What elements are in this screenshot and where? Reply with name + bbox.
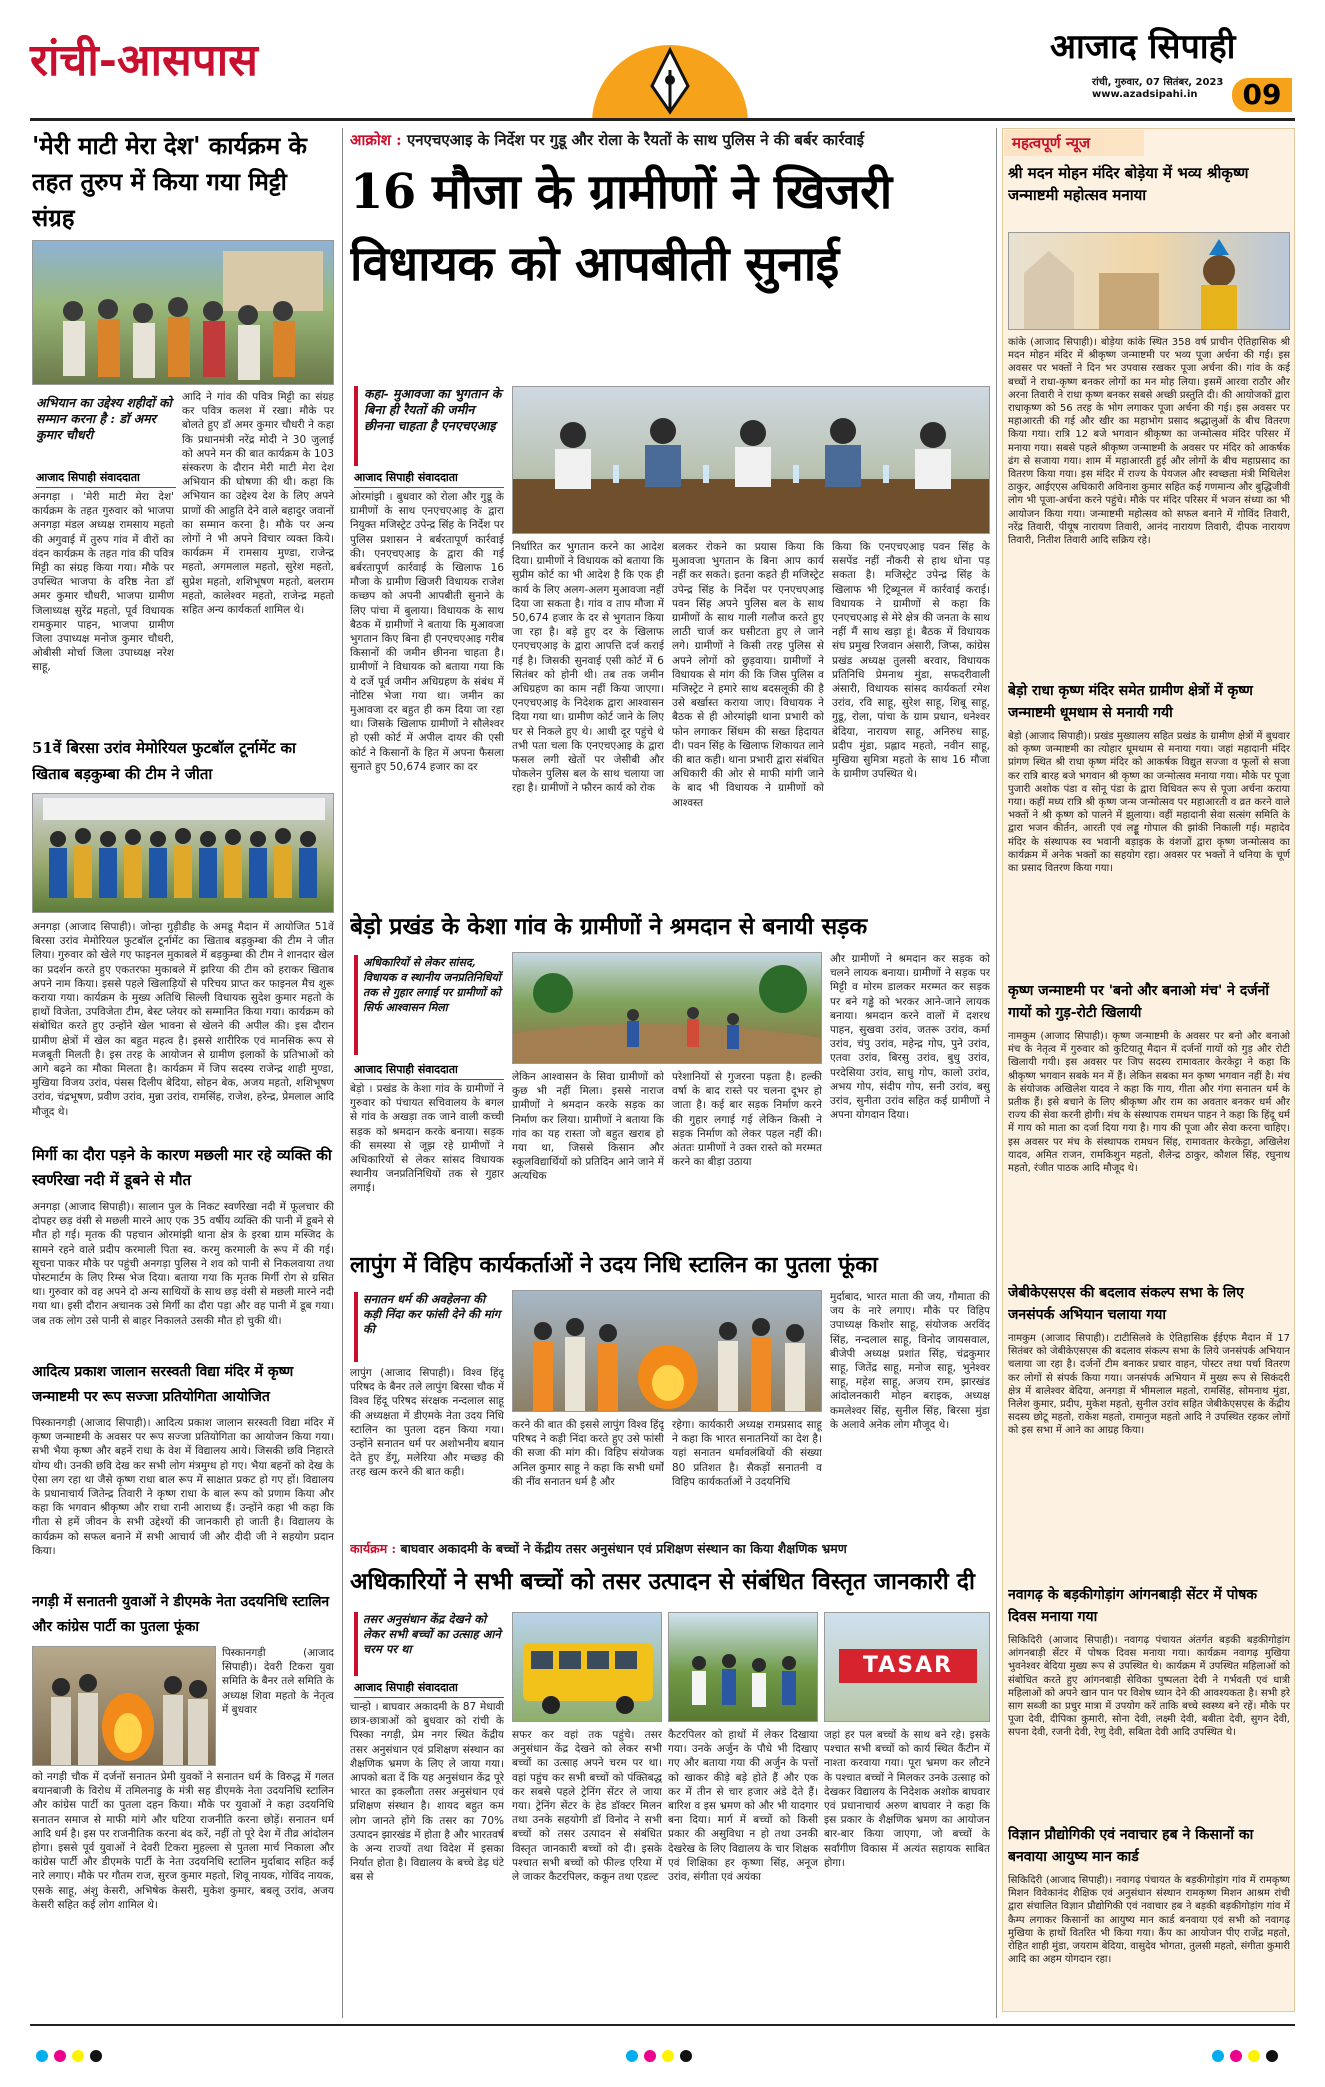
story-road-byline: आजाद सिपाही संवाददाता [354, 1062, 504, 1080]
story-tasar-kicker-text: बाघवार अकादमी के बच्चों ने केंद्रीय तसर अनुसंधान एवं प्रशिक्षण संस्थान का किया शैक्षणिक भ्रमण [400, 1541, 847, 1556]
story-drowning-headline: मिर्गी का दौरा पड़ने के कारण मछली मार रहे व्यक्ति की स्वर्णरेखा नदी में डूबने से मौत [32, 1146, 332, 1189]
story-tasar-byline: आजाद सिपाही संवाददाता [354, 1680, 504, 1698]
photo-road-shramdan [512, 952, 822, 1064]
story-mitti-body-left: अनगड़ा । 'मेरी माटी मेरा देश' कार्यक्रम के तहत गुरुवार को भाजपा अनगड़ा मंडल अध्यक्ष रामसाय महतो की अगुवाई में तुरुप गांव में वीरों का वंदन कार्यक्रम के तहत गांव की पवित्र मिट्टी का संग्रह किया गया। मौके पर उपस्थित भाजपा के वरिष्ठ नेता डॉ अमर कुमार चौधरी, भाजपा ग्रामीण जिलाध्यक्ष सुरेंद्र महतो, पूर्व विधायक रामकुमार पाहन, भाजपा ग्रामीण जिला उपाध्यक्ष मनोज कुमार चौधरी, ओबीसी मोर्चा जिला उपाध्यक्ष नरेश साहू, [32, 491, 174, 674]
story-road-col3: परेशानियों से गुजरना पड़ता है। हल्की वर्षा के बाद रास्ते पर चलना दूभर हो जाता है। कई बार सड़क निर्माण करने की गुहार लगाई गई लेकिन किसी ने सड़क निर्माण को लेकर पहल नहीं की। अंततः ग्रामीणों ने उक्त रास्ते को मरम्मत करने का बीड़ा उठाया [672, 1071, 822, 1169]
lead-kicker-label: आक्रोश : [350, 131, 402, 149]
pen-nib-logo [590, 28, 750, 120]
lead-byline: आजाद सिपाही संवाददाता [354, 470, 504, 488]
story-tasar-kicker [350, 1540, 990, 1560]
story-tasar-kicker-label: कार्यक्रम : [350, 1541, 397, 1556]
story-tasar-col4: जहां हर पल बच्चों के साथ बने रहे। इसके पश्चात सभी बच्चों को कार्य स्थित कैंटीन में नाश्ता करवाया गया। पूरा भ्रमण कर लौटने के पश्चात बच्चों ने मिलकर उनके उत्साह को देखकर विद्यालय के निदेशक अशोक बाघवार एवं प्रधानाचार्य अरुण बाघवार ने कहा कि इस प्रकार के शैक्षणिक भ्रमण का आयोजन बार-बार किया जाएगा, जो बच्चों के सर्वांगीण विकास में अत्यंत सहायक साबित होगा। [824, 1729, 990, 1869]
story-drowning-body: अनगड़ा (आजाद सिपाही)। सालान पुल के निकट स्वर्णरेखा नदी में फूलचार की दोपहर छड़ वंसी से मछली मारने आए एक 35 वर्षीय व्यक्ति की पानी में डूबने से मौत हो गई। मृतक की पहचान ओरमांझी थाना क्षेत्र के इरबा ग्राम मस्जिद के सामने रहने वाले प्रदीप करमाली पिता स्व. करमु करमाली के रूप में की गई। सूचना पाकर मौके पर पहुंची अनगड़ा पुलिस ने शव को पानी से निकलवाया तथा पोस्टमार्टम के लिए रिम्स भेज दिया। बताया गया कि मृतक मिर्गी रोग से ग्रसित था। गुरुवार को वह अपने दो अन्य साथियों के साथ छड़ वंसी से मछली मारने नदी गया था। इसी दौरान अचानक उसे मिर्गी का दौरा पड़ा और वह पानी में डूब गया। जब तक लोग उसे पानी से बाहर निकालते उसकी मौत हो चुकी थी। [32, 1201, 334, 1327]
page-number: 09 [1232, 78, 1292, 112]
story-road-col4: और ग्रामीणों ने श्रमदान कर सड़क को चलने लायक बनाया। ग्रामीणों ने सड़क पर मिट्टी व मोरम डालकर मरम्मत कर सड़क पर बने गड्ढे को भरकर आने-जाने लायक बनाया। श्रमदान करने वालों में दशरथ पाहन, सुखवा उरांव, जतरू उरांव, कर्मा उरांव, चंपु उरांव, महेन्द्र गोप, पुने उरांव, एतवा उरांव, बिरसु उरांव, बुधु उरांव, परदेसिया उरांव, साधु गोप, कालो उरांव, अभय गोप, संदीप गोप, सनी उरांव, बसु उरांव, सुनीता उरांव सहित कई ग्रामीणों ने अपना योगदान दिया। [830, 953, 990, 1122]
story-tasar-headline: अधिकारियों ने सभी बच्चों को तसर उत्पादन से संबंधित विस्तृत जानकारी दी [350, 1568, 975, 1595]
registration-marks-left [34, 2048, 154, 2064]
lead-body-col4: किया कि एनएचएआइ पवन सिंह के ससपेंड नहीं नौकरी से हाथ धोना पड़ सकता है। मजिस्ट्रेट उपेन्द्र सिंह के खिलाफ भी ट्रिब्यूनल में कार्रवाई कराई। विधायक ने ग्रामीणों से कहा कि एनएचएआइ से मेरे क्षेत्र की जनता के साथ नहीं मैं साथ खड़ा हूं। बैठक में विधायक संघ प्रमुख रिजवान अंसारी, जिप्स, कांग्रेस प्रखंड अध्यक्ष तुलसी बरवार, विधायक प्रतिनिधि प्रेमनाथ मुंडा, सफदरीवाली अंसारी, विधायक सांसद कार्यकर्ता रमेश उरांव, रवि साहू, सुरेश साहू, शिबू साहू, गुडू, रोला, पांचा के ग्राम प्रधान, धनेश्वर बेदिया, नारायण साहू, अनिरुध साहू, प्रदीप मुंडा, प्रह्लाद महतो, नवीन साहू, मुखिया सुमित्रा महतो के साथ 16 मौजा के ग्रामीण उपस्थित थे। [832, 541, 990, 781]
story-effigy-body-top: पिस्कानगड़ी (आजाद सिपाही)। देवरी टिकरा युवा समिति के बैनर तले समिति के अध्यक्ष शिवा महतो के नेतृत्व में बुधवार [222, 1647, 334, 1716]
lead-body-col2: निर्धारित कर भुगतान करने का आदेश दिया। ग्रामीणों ने विधायक को बताया कि सुप्रीम कोर्ट का भी आदेश है कि एक ही कार्य के लिए अलग-अलग मुआवजा नहीं दिया जा सकता है। गांव व ताप मौजा में 50,674 हजार के दर से भुगतान किया जा रहा है। बड़े हुए दर के खिलाफ एनएचएआइ के द्वारा आपत्ति दर्ज कराई गई है। जिसकी सुनवाई एसी कोर्ट में 6 सितंबर को होनी थी। तब तक जमीन अधिग्रहण का काम नहीं किया जाएगा। एनएचएआइ के निदेशक द्वारा आश्वासन दिया गया था। ग्रामीण कोर्ट जाने के लिए घर से निकले हुए थे। आधी दूर पहुंचे थे तभी पता चला कि एनएचएआइ के द्वारा फसल लगी खेतों पर जेसीबी और पोकलेन पुलिस बल के साथ चलाया जा रहा है। ग्रामीणों ने फौरन कार्य को रोक [512, 541, 664, 795]
sidebar-s1-body: कांके (आजाद सिपाही)। बोड़ेया कांके स्थित 358 वर्ष प्राचीन ऐतिहासिक श्री मदन मोहन मंदिर में श्रीकृष्ण जन्माष्टमी पर भव्य पूजा अर्चना की गई। इस अवसर पर भक्तों ने दिन भर उपवास रखकर पूजा अर्चना की। गांव के कई बच्चों ने राधा-कृष्ण बनकर लोगों का मन मोह लिया। इसमें आरवा राठौर और अरना तिवारी ने राधा कृष्ण बनकर सबसे अच्छी प्रस्तुति दी। की आयोजकों द्वारा राधाकृष्ण को 56 तरह के भोग लगाकर पूजा अर्चना की गई। इस अवसर पर महाआरती की गई और खीर का महाभोग प्रसाद श्रद्धालुओं के बीच वितरण किया गया। रात्रि 12 बजे भगवान श्रीकृष्ण का जन्मोत्सव मंदिर परिसर में मनाया गया। सबसे पहले श्रीकृष्ण जन्माष्टमी के अवसर पर मंदिर को आकर्षक ढंग से सजाया गया। शाम में महाआरती हुई और लोगों के बीच महाप्रसाद का वितरण किया गया। इस मंदिर में राज्य के पेयजल और स्वच्छता मंत्री मिथिलेश ठाकुर, आईएएस अधिकारी अविनाश कुमार सहित कई गणमान्य और बुद्धिजीवी लोग भी पूजा-अर्चना करने पहुंचे। मौके पर मंदिर परिसर में भजन संध्या का भी आयोजन किया गया। जन्माष्टमी महोत्सव को सफल बनाने में गोविंद तिवारी, नरेंद्र तिवारी, पीयूष नारायण तिवारी, आनंद नारायण तिवारी, दीपक नारायण तिवारी, नितीश तिवारी आदि सक्रिय रहे। [1008, 337, 1290, 547]
story-mitti-pullquote: अभियान का उद्देश्य शहीदों को सम्मान करना है : डॉ अमर कुमार चौधरी [36, 395, 172, 442]
right-column-divider [996, 128, 997, 2018]
lead-body-col3: बलकर रोकने का प्रयास किया कि मुआवजा भुगतान के बिना आप कार्य नहीं कर सकते। इतना कहते ही मजिस्ट्रेट उपेन्द्र सिंह के निर्देश पर एनएचएआइ पवन सिंह अपने पुलिस बल के साथ ग्रामीणों के साथ गाली गलौज करते हुए लाठी चार्ज कर घसीटता हुए ले जाने लगे। ग्रामीणों ने किसी तरह पुलिस से अपने लोगों को छुड़वाया। ग्रामीणों ने विधायक से मांग की कि जिस पुलिस व मजिस्ट्रेट ने हमारे साथ बदसलूकी की है उसे बर्खास्त कराया जाए। विधायक ने बैठक से ही ओरमांझी थाना प्रभारी को फोन लगाकर सिंधम की सख्त हिदायत दी। पवन सिंह के खिलाफ शिकायत लाने की बात कही। थाना प्रभारी द्वारा संबंधित अधिकारी की ओर से माफी मांगी जाने के बाद भी विधायक ने ग्रामीणों को आश्वस्त [672, 541, 824, 809]
sidebar-s5-headline: नवागढ़ के बड़कीगोड़ांग आंगनबाड़ी सेंटर में पोषक दिवस मनाया गया [1008, 1587, 1258, 1625]
story-saraswati-body: पिस्कानगड़ी (आजाद सिपाही)। आदित्य प्रकाश जालान सरस्वती विद्या मंदिर में कृष्ण जन्माष्टमी के अवसर पर रूप सज्जा प्रतियोगिता का आयोजन किया गया। सभी भैया कृष्ण और बहनें राधा के वेश में विद्यालय आये। जिसकी छवि निहारते योग्य थी। उनकी छवि देख कर सभी लोग मंत्रमुग्ध हो गए। भैया बहनों को देख के ऐसा लग रहा था जैसे कृष्ण राधा बाल रूप में साक्षात प्रकट हो गए हों। विद्यालय के प्रधानाचार्य जितेन्द्र तिवारी ने कृष्ण राधा के बाल रूप को प्रणाम किया और कहा कि भगवान श्रीकृष्ण और राधा रानी आराध्य हैं। उन्होंने कहा भी कहा कि गीता से हमें जीवन के सभी उद्देश्यों की जानकारी हो जाती है। विद्यालय के कार्यक्रम को सफल बनाने में सभी आचार्य जी और दीदी जी ने सहयोग प्रदान किया। [32, 1417, 334, 1557]
story-mitti-body-right: आदि ने गांव की पवित्र मिट्टी का संग्रह कर पवित्र कलश में रखा। मौके पर बोलते हुए डॉ अमर कुमार चौधरी ने कहा कि प्रधानमंत्री नरेंद्र मोदी ने 30 जुलाई को अपने मन की बात कार्यक्रम के 103 संस्करण के दौरान मेरी माटी मेरा देश अभियान की घोषणा की थी। कहा कि अभियान का उद्देश्य देश के लिए अपने प्राणों की आहुति देने वाले बहादुर जवानों का सम्मान करना है। मौके पर अन्य लोगों ने भी अपने विचार व्यक्त किये। कार्यक्रम में रामसाय मुण्डा, राजेन्द्र महतो, अगमलाल महतो, सुरेश महतो, सुप्रेश महतो, शशिभूषण महतो, बलराम महतो, कालेश्वर महतो, राजेन्द्र महतो सहित अन्य कार्यकर्ता शामिल थे। [182, 391, 334, 617]
story-football-headline: 51वें बिरसा उरांव मेमोरियल फुटबॉल टूर्नामेंट का खिताब बड़कुम्बा की टीम ने जीता [32, 739, 296, 783]
left-column-divider [342, 128, 343, 2018]
story-tasar-col2: सफर कर वहां तक पहुंचे। तसर अनुसंधान केंद्र देखने को लेकर सभी बच्चों का उत्साह अपने चरम पर था। वहां पहुंच कर सभी बच्चों को पंक्तिबद्ध कर सबसे पहले ट्रेनिंग सेंटर ले जाया गया। ट्रेनिंग सेंटर के हेड डॉक्टर मिलन तथा उनके सहयोगी डॉ विनोद ने सभी बच्चों को तसर उत्पादन से संबंधित विस्तृत जानकारी बच्चों को दी। इसके पश्चात सभी बच्चों को फील्ड एरिया में ले जाकर कैटरपिलर, ककून तथा एडल्ट [512, 1729, 662, 1884]
sidebar-s6-body: सिकिदिरी (आजाद सिपाही)। नवागढ़ पंचायत के बड़कीगोड़ांग गांव में रामकृष्ण मिशन विवेकानंद शैक्षिक एवं अनुसंधान संस्थान रामकृष्ण मिशन आश्रम रांची द्वारा संचालित विज्ञान प्रौद्योगिकी एवं नवाचार हब ने बड़की बड़कीगोड़ांग गांव में कैम्प लगाकर किसानों का आयुष्य मान कार्ड बनवाया एवं सभी को नवागढ़ मुखिया के हाथों वितरित भी किया गया। कैंप का आयोजन पीए राजेंद्र महतो, रोहित शाही मुंडा, जयराम बेदिया, वासुदेव भोगता, तुलसी महतो, संगीता कुमारी आदि का अहम योगदान रहा। [1008, 1875, 1290, 1966]
section-title: रांची-आसपास [30, 35, 258, 86]
story-road-headline: बेड़ो प्रखंड के केशा गांव के ग्रामीणों ने श्रमदान से बनायी सड़क [350, 913, 868, 940]
masthead: आजाद सिपाही [1050, 27, 1236, 67]
story-vhp-pullquote: सनातन धर्म की अवहेलना की कड़ी निंदा कर फांसी देने की मांग की [354, 1292, 504, 1362]
lead-body-col1: ओरमांझी । बुधवार को रोला और गुडू के ग्रामीणों के साथ एनएचएआइ के द्वारा नियुक्त मजिस्ट्रेट उपेन्द्र सिंह के निर्देश पर पुलिस प्रशासन ने बर्बरतापूर्ण कार्रवाई की। एनएचएआइ के द्वारा की गई बर्बरतापूर्ण कार्रवाई के खिलाफ 16 मौजा के ग्रामीण खिजरी विधायक राजेश कच्छप को अपनी आपबीती सुनाने के लिए पांचा में बुलाया। विधायक के साथ बैठक में ग्रामीणों ने बताया कि मुआवजा भुगतान किए बिना ही एनएचएआइ गरीब किसानों की जमीन छीनना चाहता है। ग्रामीणों ने विधायक को बताया गया कि ये दर्जे पूर्व जमीन अधिग्रहण के संबंध में नोटिस भेजा गया था। जमीन का मुआवजा दर बहुत ही कम दिया जा रहा था। जिसके खिलाफ ग्रामीणों ने सौलेश्वर हो एसी कोर्ट में अपील दायर की एसी कोर्ट ने किसानों के हित में अपना फैसला सुनाते हुए 50,674 हजार का दर [350, 491, 504, 773]
footer-rule [30, 2024, 1295, 2026]
story-vhp-col1: लापुंग (आजाद सिपाही)। विश्व हिंदू परिषद के बैनर तले लापुंग बिरसा चौक में विश्व हिंदू परिषद संरक्षक नन्दलाल साहू की अध्यक्षता में डीएमके नेता उदय निधि स्टालिन का पुतला दहन किया गया। उन्होंने सनातन धर्म पर अशोभनीय बयान देते हुए डेंगू, मलेरिया और मच्छड़ की तरह खत्म करने की बात कही। [350, 1367, 504, 1479]
sidebar-label: महत्वपूर्ण न्यूज [1004, 130, 1144, 156]
story-vhp-col2: करने की बात की इससे लापुंग विश्व हिंदू परिषद ने कड़ी निंदा करते हुए उसे फांसी की सजा की मांग की। विहिप संयोजक अनिल कुमार साहू ने कहा कि सभी धर्मों की नींव सनातन धर्म है और [512, 1419, 664, 1488]
sidebar-s5-body: सिकिदिरी (आजाद सिपाही)। नवागढ़ पंचायत अंतर्गत बड़की बड़कीगोड़ांग आंगनबाड़ी सेंटर में पोषक दिवस मनाया गया। कार्यक्रम नवागढ़ मुखिया भुवनेश्वर बेदिया मुख्य रूप से उपस्थित थे। कार्यक्रम में उपस्थित महिलाओं को संबोधित करते हुए आंगनबाड़ी सेविका पुष्पलता देवी ने गर्भवती एवं धात्री महिलाओं को अपने खान पान पर विशेष ध्यान देने की आवश्यकता है। सभी हरे साग सब्जी का प्रचुर मात्रा में उपयोग करें ताकि बच्चे स्वस्थ्य बने रहें। मौके पर पूजा देवी, दीपिका कुमारी, सोना देवी, लक्ष्मी देवी, बबीता देवी, सुगन देवी, सपना देवी, रजनी देवी, रेणु देवी, सबिता देवी आदि उपस्थित थे। [1008, 1635, 1290, 1739]
photo-mitti-sangrah [32, 240, 334, 385]
sidebar-s2-headline: बेड़ो राधा कृष्ण मंदिर समेत ग्रामीण क्षेत्रों में कृष्ण जन्माष्टमी धूमधाम से मनायी गयी [1008, 683, 1253, 721]
registration-marks-right [1210, 2048, 1290, 2064]
story-tasar-col3: कैटरपिलर को हाथों में लेकर दिखाया गया। उनके अर्जुन के पौधे भी दिखाए गए और बताया गया की अर्जुन के पत्तों को खाकर कीड़े बड़े होते हैं और एक कर में तीन से चार हजार अंडे देते हैं। बारिश व इस भ्रमण को और भी यादगार बना दिया। मार्ग में बच्चों को किसी प्रकार की असुविधा न हो तथा उनकी देखरेख के लिए विद्यालय के चार शिक्षक एवं शिक्षिका हर कृष्णा सिंह, अनूज उरांव, संगीता एवं अयंका [668, 1729, 818, 1884]
header-rule [30, 118, 1295, 121]
story-road-pullquote: अधिकारियों से लेकर सांसद, विधायक व स्थानीय जनप्रतिनिधियों तक से गुहार लगाई पर ग्रामीणों को सिर्फ आश्वासन मिला [354, 955, 504, 1055]
photo-football-team [32, 793, 334, 913]
tasar-banner-text: TASAR [839, 1649, 977, 1683]
story-effigy-headline: नगड़ी में सनातनी युवाओं ने डीएमके नेता उदयनिधि स्टालिन और कांग्रेस पार्टी का पुतला फूंका [32, 1594, 330, 1635]
sidebar-s2-body: बेड़ो (आजाद सिपाही)। प्रखंड मुख्यालय सहित प्रखंड के ग्रामीण क्षेत्रों में बुधवार को कृष्ण जन्माष्टमी का त्योहार धूमधाम से मनाया गया। जहां महादानी मंदिर प्रांगण स्थित श्री राधा कृष्ण मंदिर को आकर्षक विद्युत सज्जा व फूलों से सजा कर रात्रि बारह बजे भगवान श्री कृष्ण का जन्मोत्सव मनाया गया। मौके पर पूजा पुजारी अशोक पंडा व सोनू पंडा के द्वारा विधिवत रूप से पूजा अर्चना कराया गया। कहीं मध्य रात्रि श्री कृष्ण जन्म जन्मोत्सव पर महाआरती व व्रत करने वाले भक्तों ने श्री कृष्ण को पालने में झुलाया। वहीं महादानी सेवा सत्संग समिति के द्वारा भजन कीर्तन, आरती एवं लड्डू गोपाल की झांकी निकाली गई। महादेव मंदिर के संस्थापक स्व भवानी बड़ाइक के वंशजों द्वारा कृष्ण जन्मोत्सव का कार्यक्रम में अनेक भक्तों का सहयोग रहा। अवसर पर भक्तों ने धनिया के चूर्ण का प्रसाद वितरण किया गया। [1008, 731, 1290, 875]
dateline: रांची, गुरुवार, 07 सितंबर, 2023 [1092, 77, 1224, 88]
story-vhp-col4: मुर्दाबाद, भारत माता की जय, गौमाता की जय के नारे लगाए। मौके पर विहिप उपाध्यक्ष किशोर साहू, संयोजक अरविंद सिंह, नन्दलाल साहू, विनोद जायसवाल, बीजेपी अध्यक्ष प्रशांत सिंह, चंद्रकुमार साहू, जितेंद्र साहू, मनोज साहू, भुनेश्वर साहू, महेश साहू, अजय राम, झारखंड आंदोलनकारी मोहन बराइक, अध्यक्ष कमलेश्वर सिंह, सुनील सिंह, बिरसा मुंडा के अलावे अनेक लोग मौजूद थे। [830, 1291, 990, 1431]
website: www.azadsipahi.in [1092, 89, 1198, 100]
photo-krishna-child [1008, 232, 1290, 330]
story-football-body: अनगड़ा (आजाद सिपाही)। जोन्हा गुड़ीडीह के अमडू मैदान में आयोजित 51वें बिरसा उरांव मेमोरियल फुटबॉल टूर्नामेंट का खिताब बड़कुम्बा की टीम ने जीत लिया। गुरुवार को खेले गए फाइनल मुकाबले में बड़कुम्बा की टीम ने शानदार खेल का प्रदर्शन करते हुए एकतरफा मुकाबले में झरिया की टीम को हराकर खिताब अपने नाम किया। इससे पहले खिलाड़ियों से परिचय प्राप्त कर फाइनल मैच शुरू कराया गया। कार्यक्रम के मुख्य अतिथि सिल्ली विधायक सुदेश कुमार महतो के हाथों विजेता, उपविजेता टीम, बेस्ट प्लेयर को सम्मानित किया गया। कार्यक्रम को संबोधित करते हुए उन्होंने खेल भावना से खेलने की अपील की। इस दौरान ग्रामीण क्षेत्रों में खेल का बहुत महत्व है। इससे शारीरिक एवं मानसिक रूप से मजबूती मिलती है। इस तरह के आयोजन से ग्रामीण इलाकों के प्रतिभाओं को आगे बढ़ने का मौका मिलता है। कार्यक्रम में जिप सदस्य राजेन्द्र शाही मुण्डा, मुखिया विजय उरांव, पंसस दिलीप बेदिया, सोहन बेक, अजय महतो, शशिभूषण उरांव, चंद्रभूषण, प्रवीण उरांव, मुन्ना उरांव, रामसिंह, राजेश, हरेन्द्र, प्रेमलाल आदि मौजूद थे। [32, 921, 334, 1118]
story-road-col2: लेकिन आश्वासन के सिवा ग्रामीणों को कुछ भी नहीं मिला। इससे नाराज ग्रामीणों ने श्रमदान करके सड़क का निर्माण कर लिया। ग्रामीणों ने बताया कि गांव का यह रास्ता जो बहुत खराब हो गया था, जिससे किसान और स्कूलविद्यार्थियों को प्रतिदिन आने जाने में अत्यधिक [512, 1071, 664, 1183]
photo-tasar-bus [512, 1612, 662, 1722]
lead-pullquote: कहा- मुआवजा का भुगतान के बिना ही रैयतों की जमीन छीनना चाहता है एनएचएआइ [354, 386, 504, 466]
sidebar-s4-body: नामकुम (आजाद सिपाही)। टाटीसिलवे के ऐतिहासिक ईईएफ मैदान में 17 सितंबर को जेबीकेएसएस की बदलाव संकल्प सभा के लिये जनसंपर्क अभियान चलाया जा रहा है। दर्जनों टीम बनाकर प्रचार वाहन, पोस्टर तथा पर्चा वितरण कर लोगों से संपर्क किया गया। जनसंपर्क अभियान में मुख्य रूप से सिकंदरी क्षेत्र में बालेश्वर बेदिया, अनगड़ा में भीमलाल महतो, रामसिंह, सोमनाथ मुंडा, निलेश कुमार, प्रदीप, मुकेश महतो, सुनील उरांव सहित जेबीकेएसएस के केंद्रीय सदस्य छोटू महतो, राकेश महतो, रामानुज महतो आदि ने उपस्थित रहकर लोगों को इस सभा में आने का आग्रह किया। [1008, 1333, 1290, 1437]
story-mitti-headline: 'मेरी माटी मेरा देश' कार्यक्रम के तहत तुरुप में किया गया मिट्टी संग्रह [32, 131, 307, 232]
story-effigy-body: को नगड़ी चौक में दर्जनों सनातन प्रेमी युवकों ने सनातन धर्म के विरुद्ध में गलत बयानबाजी के विरोध में तमिलनाडु के मंत्री सह डीएमके नेता उदयनिधि स्टालिन और कांग्रेस पार्टी का पुतला दहन किया। मौके पर युवाओं ने कहा उदयनिधि सनातन समाज से माफी मांगे और घटिया राजनीति करना छोड़ें। सनातन धर्म आदि धर्म है। इस पर राजनीतिक करना बंद करें, नहीं तो पूरे देश में तीव्र आंदोलन होगा। इससे पूर्व युवाओं ने देवरी टिकरा मुहल्ला से पुतला मार्च निकाला और कांग्रेस पार्टी और डीएमके पार्टी के नेता उदयनिधि स्टालिन मुर्दाबाद सहित कई नारे लगाए। मौके पर गौतम राज, सुरज कुमार महतो, शिवू नायक, गोविंद नायक, एसके साहू, अंशु केसरी, अभिषेक केसरी, मुकेश कुमार, बबलू उरांव, अजय केसरी सहित कई लोग शामिल थे। [32, 1771, 334, 1911]
sidebar-s3-headline: कृष्ण जन्माष्टमी पर 'बनो और बनाओ मंच' ने दर्जनों गायों को गुड़-रोटी खिलायी [1008, 983, 1270, 1021]
story-vhp-headline: लापुंग में विहिप कार्यकर्ताओं ने उदय निधि स्टालिन का पुतला फूंका [350, 1252, 878, 1278]
story-vhp-col3: रहेगा। कार्यकारी अध्यक्ष रामप्रसाद साहू ने कहा कि भारत सनातनियों का देश है। यहां सनातन धर्मावलंबियों की संख्या 80 प्रतिशत है। सैकड़ों सनातनी व विहिप कार्यकर्ताओं ने उदयनिधि [672, 1419, 822, 1488]
story-saraswati-headline: आदित्य प्रकाश जालान सरस्वती विद्या मंदिर में कृष्ण जन्माष्टमी पर रूप सज्जा प्रतियोगिता आयोजित [32, 1364, 294, 1405]
photo-vhp-effigy [512, 1290, 822, 1412]
photo-tasar-banner [824, 1612, 990, 1722]
photo-tasar-field [668, 1612, 818, 1722]
lead-kicker-text: एनएचएआइ के निर्देश पर गुडू और रोला के रैयतों के साथ पुलिस ने की बर्बर कार्रवाई [406, 131, 865, 149]
page-header [0, 0, 1325, 120]
sidebar-s6-headline: विज्ञान प्रौद्योगिकी एवं नवाचार हब ने किसानों का बनवाया आयुष्य मान कार्ड [1008, 1827, 1254, 1865]
sidebar-s3-body: नामकुम (आजाद सिपाही)। कृष्ण जन्माष्टमी के अवसर पर बनो और बनाओ मंच के नेतृत्व में गुरुवार को कुटियातू मैदान में दर्जनों गायों को गुड़ और रोटी खिलायी गयी। इस अवसर पर जिप सदस्य रामावतार केरकेट्टा ने कहा कि श्रीकृष्ण भगवान सबके मन में हैं। लेकिन सबका मन कृष्ण भगवान नहीं है। मंच के संयोजक अखिलेश यादव ने कहा कि गाय, गीता और गंगा सनातन धर्म के प्रतीक हैं। इसे बचाने के लिए श्रीकृष्ण और राम का अवतार बनकर धर्म और राज्य की सेवा करनी होगी। मंच के संस्थापक रामधन पाहन ने कहा कि हिंदू धर्म में गाय को माता का दर्जा दिया गया है। गाय की पूजा और सेवा करना चाहिए। इस अवसर पर मंच के संस्थापक रामधन सिंह, रामावतार केरकेट्टा, अखिलेश यादव, अमित राजन, रामकिशुन महतो, शैलेन्द्र ठाकुर, कौशल सिंह, रघुनाथ महतो, रंजीत पाठक आदि मौजूद थे। [1008, 1031, 1290, 1175]
story-road-col1: बेड़ो । प्रखंड के केशा गांव के ग्रामीणों ने गुरुवार को पंचायत सचिवालय के बगल से गांव के अखड़ा तक जाने वाली कच्ची सड़क को श्रमदान करके बनाया। सड़क की समस्या से जूझ रहे ग्रामीणों ने अधिकारियों से लेकर सांसद विधायक स्थानीय जनप्रतिनिधियों तक से गुहार लगाई। [350, 1083, 504, 1195]
lead-headline: 16 मौजा के ग्रामीणों ने खिजरी विधायक को आपबीती सुनाई [350, 164, 892, 292]
photo-effigy-burning [32, 1646, 216, 1766]
story-tasar-pullquote: तसर अनुसंधान केंद्र देखने को लेकर सभी बच्चों का उत्साह आने चरम पर था [354, 1612, 504, 1676]
story-mitti-byline: आजाद सिपाही संवाददाता [36, 470, 176, 488]
story-tasar-col1: चान्हो । बाघवार अकादमी के 87 मेधावी छात्र-छात्राओं को बुधवार को रांची के पिस्का नगड़ी, प्रेम नगर स्थित केंद्रीय तसर अनुसंधान एवं प्रशिक्षण संस्थान का शैक्षणिक भ्रमण के लिए ले जाया गया। आपको बता दें कि यह अनुसंधान केंद्र पूरे भारत का इकलौता तसर अनुसंधान एवं प्रशिक्षण संस्थान है। शायद बहुत कम लोग जानते होंगे कि तसर का 70% उत्पादन झारखंड में होता है और भारतवर्ष के अन्य राज्यों तथा विदेश में इसका निर्यात होता है। विद्यालय के बच्चे डेढ़ घंटे बस से [350, 1701, 504, 1884]
sidebar-s1-headline: श्री मदन मोहन मंदिर बोड़ेया में भव्य श्रीकृष्ण जन्माष्टमी महोत्सव मनाया [1008, 164, 1249, 204]
photo-vidhayak-meeting [512, 386, 990, 534]
registration-marks-center [624, 2048, 744, 2064]
sidebar-s4-headline: जेबीकेएसएस की बदलाव संकल्प सभा के लिए जनसंपर्क अभियान चलाया गया [1008, 1285, 1244, 1323]
lead-kicker [350, 130, 990, 154]
